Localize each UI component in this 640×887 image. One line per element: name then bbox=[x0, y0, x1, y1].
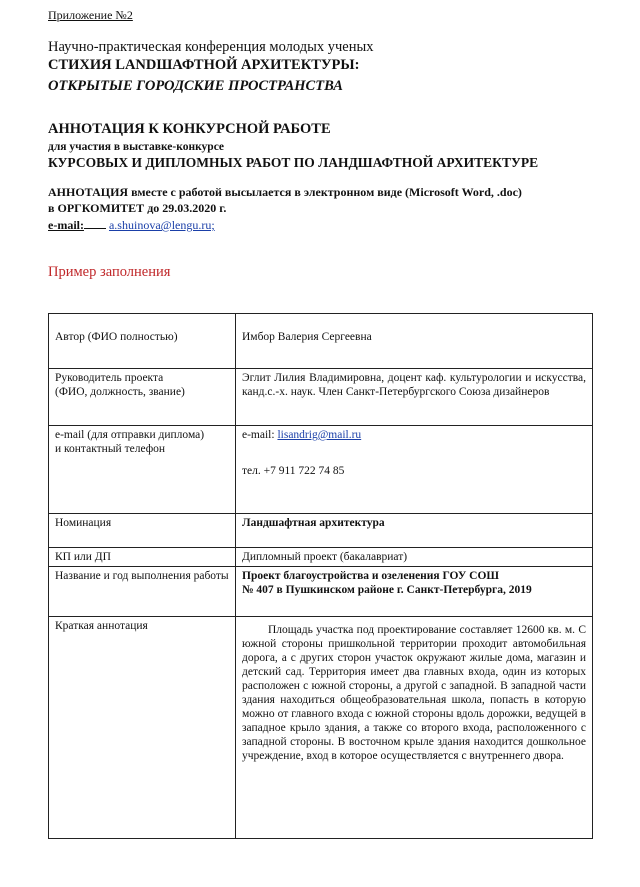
table-row-nomination bbox=[49, 514, 593, 548]
organizer-email-link[interactable]: a.shuinova@lengu.ru; bbox=[108, 218, 215, 232]
contact-email-link[interactable]: lisandrig@mail.ru bbox=[277, 429, 362, 441]
contact-spacer bbox=[242, 442, 586, 464]
work-value-line2: № 407 в Пушкинском районе г. Санкт-Петербурга, 2019 bbox=[242, 584, 532, 596]
contest-name: КУРСОВЫХ И ДИПЛОМНЫХ РАБОТ ПО ЛАНДШАФТНОЙ АРХИТЕКТУРЕ bbox=[48, 155, 539, 170]
abstract-label-cell bbox=[49, 617, 236, 839]
organizer-email-label: e-mail: bbox=[48, 218, 84, 232]
contact-email-line bbox=[242, 428, 586, 442]
type-label-cell bbox=[49, 548, 236, 567]
contact-label-cell bbox=[49, 426, 236, 514]
supervisor-value: Эглит Лилия Владимировна, доцент каф. культурологии и искусства, канд.с.-х. наук. Член Санкт-Петербургского Союза дизайнеров bbox=[242, 372, 586, 398]
table-row-contacts bbox=[49, 426, 593, 514]
conference-name: Научно-практическая конференция молодых ученых bbox=[48, 39, 374, 55]
abstract-label: Краткая аннотация bbox=[55, 620, 148, 632]
nomination-label-cell bbox=[49, 514, 236, 548]
work-label-cell bbox=[49, 567, 236, 617]
author-value: Имбор Валерия Сергеевна bbox=[242, 331, 372, 343]
annotation-subtitle: для участия в выставке-конкурсе bbox=[48, 141, 225, 153]
nomination-value: Ландшафтная архитектура bbox=[242, 517, 385, 529]
author-value-cell bbox=[236, 314, 593, 369]
abstract-text: Площадь участка под проектирование составляет 12600 кв. м. С южной стороны пришкольной территории проходит автомобильная дорога, а с других сторон участок окружают жилые дома, магазин и детский сад. Территория имеет два главных входа, один из которых расположен с южной стороны, а другой с западной. В западной части здания находиться общеобразовательная школа, попасть в которую можно от главного входа с южной стороны вдоль дорожки, ведущей в западное крыло здания, а также со второго входа, расположенного с западной стороны. В восточном крыле здания находится дошкольное учреждение, вход в которое осуществляется с внутреннего двора. bbox=[242, 624, 586, 762]
work-value-cell bbox=[236, 567, 593, 617]
annotation-title: АННОТАЦИЯ К КОНКУРСНОЙ РАБОТЕ bbox=[48, 121, 331, 137]
conference-title-line2: ОТКРЫТЫЕ ГОРОДСКИЕ ПРОСТРАНСТВА bbox=[48, 78, 343, 94]
supervisor-label-line2: (ФИО, должность, звание) bbox=[55, 386, 185, 398]
nomination-label: Номинация bbox=[55, 517, 112, 529]
table-row-author bbox=[49, 314, 593, 369]
author-label-cell bbox=[49, 314, 236, 369]
appendix-label: Приложение №2 bbox=[48, 8, 133, 22]
table-row-supervisor bbox=[49, 369, 593, 426]
supervisor-value-cell bbox=[236, 369, 593, 426]
submission-note-line2: в ОРГКОМИТЕТ до 29.03.2020 г. bbox=[48, 201, 227, 215]
type-label: КП или ДП bbox=[55, 551, 111, 563]
submission-note-line1: АННОТАЦИЯ вместе с работой высылается в электронном виде (Microsoft Word, .doc) bbox=[48, 185, 522, 199]
email-underline-gap bbox=[84, 218, 106, 229]
conference-title-line1: СТИХИЯ LANDШАФТНОЙ АРХИТЕКТУРЫ: bbox=[48, 57, 360, 73]
nomination-value-cell bbox=[236, 514, 593, 548]
annotation-form-table bbox=[48, 313, 593, 839]
abstract-value-cell bbox=[236, 617, 593, 839]
contact-phone: тел. +7 911 722 74 85 bbox=[242, 465, 345, 477]
table-row-type bbox=[49, 548, 593, 567]
table-row-work bbox=[49, 567, 593, 617]
supervisor-label-cell bbox=[49, 369, 236, 426]
contact-email-prefix: e-mail: bbox=[242, 429, 275, 441]
work-value-line1: Проект благоустройства и озеленения ГОУ СОШ bbox=[242, 570, 500, 582]
organizer-email-line bbox=[48, 218, 215, 233]
contact-label-line2: и контактный телефон bbox=[55, 443, 166, 455]
type-value: Дипломный проект (бакалавриат) bbox=[242, 551, 408, 563]
sample-heading: Пример заполнения bbox=[48, 264, 171, 280]
contact-value-cell bbox=[236, 426, 593, 514]
author-label: Автор (ФИО полностью) bbox=[55, 331, 178, 343]
work-label: Название и год выполнения работы bbox=[55, 570, 229, 582]
table-row-abstract bbox=[49, 617, 593, 839]
type-value-cell bbox=[236, 548, 593, 567]
supervisor-label-line1: Руководитель проекта bbox=[55, 372, 164, 384]
contact-label-line1: e-mail (для отправки диплома) bbox=[55, 429, 205, 441]
